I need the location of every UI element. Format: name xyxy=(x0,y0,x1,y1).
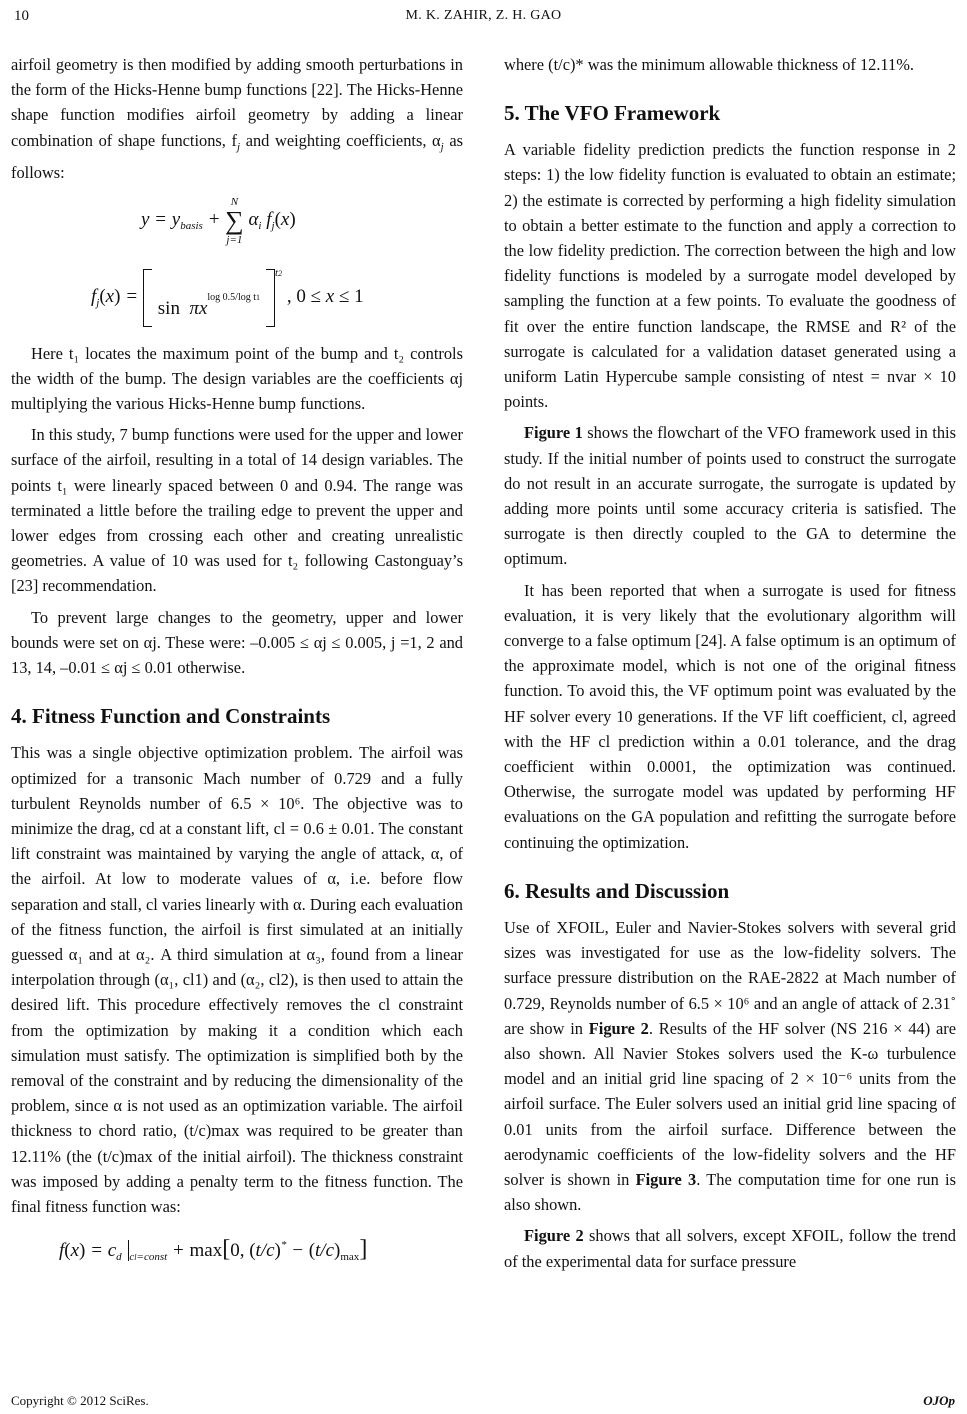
right-column xyxy=(504,52,956,1274)
equation-2: $f_j(x)$ = $\sin \pi x^{log 0.5/log t1t2}$ , 0 ≤ x ≤ 1 xyxy=(11,261,463,327)
journal-footer: OJOp xyxy=(923,1393,955,1408)
paragraph: where (t/c)* was the minimum allowable thickness of 12.11%. xyxy=(504,55,914,74)
paragraph: In this study, 7 bump functions were used for the upper and lower surface of the airfoil, resulting in a total of 14 design variables. The points t₁ were linearly spaced between 0 and 0.94. The range was terminated a little before the trailing edge to prevent the upper and lower edges from crossing each other and creating unrealistic geometries. A value of 10 was used for t₂ following Castonguay’s [23] recommendation. xyxy=(11,425,463,596)
figure-ref[interactable]: Figure 3 xyxy=(635,1169,697,1189)
running-head: M. K. ZAHIR, Z. H. GAO xyxy=(405,8,562,23)
page-number: 10 xyxy=(14,8,29,24)
paragraph: To prevent large changes to the geometry, upper and lower bounds were set on αj. These were: –0.005 ≤ αj ≤ 0.005, j =1, 2 and 13, 14, –0.01 ≤ αj ≤ 0.01 otherwise. xyxy=(11,607,463,678)
equation-3: $f(x) = c_d$ $_{cl=const}$ + max[0, $(t/c)^* - (t/c)_{max}$] xyxy=(59,1236,368,1264)
figure-ref[interactable]: Figure 2 xyxy=(588,1018,649,1038)
figure-ref[interactable]: Figure 1 xyxy=(524,423,583,443)
paragraph: This was a single objective optimization problem. The airfoil was optimized for a transonic Mach number of 0.729 and a fully turbulent Reynolds number of 6.5 × 10⁶. The objective was to minimize the drag, cd at a constant lift, cl = 0.6 ± 0.01. The constant lift constraint was maintained by varying the angle of attack, α, of the airfoil. At low to moderate values of α, i.e. before flow separation and stall, cl varies linearly with α. During each evaluation of the fitness function, the airfoil is first simulated at an initially guessed α₁ and at α₂. A third simulation at α₃, found from a linear interpolation through (α₁, cl1) and (α₂, cl2), is then used to attain the desired lift. This procedure effectively removes the cl constraint from the optimization by making it a condition which each simulation must satisfy. The optimization is simplified both by the removal of the constraint and by reducing the dimensionality of the problem, since α is not used as an optimization variable. The airfoil thickness to chord ratio, (t/c)max was required to be greater than 12.11% (the (t/c)max of the initial airfoil). The thickness constraint was imposed by adding a penalty term to the fitness function. The final fitness function was: xyxy=(11,743,463,1216)
paragraph: Figure 2 shows that all solvers, except XFOIL, follow the trend of the experimental data for surface pressure xyxy=(504,1226,956,1271)
paragraph: Here t₁ locates the maximum point of the bump and t₂ controls the width of the bump. The design variables are the coefficients αj multiplying the various Hicks-Henne bump functions. xyxy=(11,343,463,414)
paragraph: It has been reported that when a surrogate is used for ﬁtness evaluation, it is very likely that the evolutionary algorithm will converge to a false optimum [24]. A false optimum is an optimum of the approximate model, which is not one of the original ﬁtness function. To avoid this, the VF optimum point was evaluated by the HF solver every 10 generations. If the VF lift coefficient, cl, agreed with the HF cl prediction within a 0.01 tolerance, and the drag coefficient within 0.0001, the optimization was continued. Otherwise, the surrogate model was updated by performing HF evaluations on the GA population and refitting the surrogate before continuing the optimization. xyxy=(504,580,956,852)
paragraph: airfoil geometry is then modified by adding smooth perturbations in the form of the Hicks-Henne bump functions [22]. The Hicks-Henne shape function modifies airfoil geometry by adding a linear combination of shape functions, $f_j$ and weighting coefficients, $\alpha_j$ as follows: xyxy=(11,55,464,182)
section-heading: 4. Fitness Function and Constraints xyxy=(11,704,331,729)
paragraph: A variable fidelity prediction predicts the function response in 2 steps: 1) the low fidelity function is evaluated to obtain an estimate; 2) the estimate is corrected by performing a high fidelity simulation to obtain a better estimate to the function and apply a correction to the low fidelity prediction. The correction between the high and low fidelity functions is modeled by a surrogate model developed by sampling the function at a few points. To evaluate the goodness of fit over the entire function landscape, the RMSE and R² of the surrogate is calculated for a validation dataset generated using a uniform Latin Hypercube sample consisting of ntest = nvar × 10 points. xyxy=(504,140,956,412)
copyright-footer: Copyright © 2012 SciRes. xyxy=(11,1393,149,1408)
section-heading: 5. The VFO Framework xyxy=(504,101,721,126)
equation-1: $y = y_{basis}$ + N ∑ j=1 $\alpha_i$ $f_j(x)$ xyxy=(141,196,296,247)
paragraph: Figure 1 shows the flowchart of the VFO framework used in this study. If the initial number of points used to construct the surrogate do not result in an accurate surrogate, the surrogate is updated by adding more points until some accuracy criteria is satisfied. The surrogate is then directly coupled to the GA to determine the optimum. xyxy=(504,423,956,569)
paragraph: Use of XFOIL, Euler and Navier-Stokes solvers with several grid sizes was investigated for use as the low-fidelity solvers. The surface pressure distribution on the RAE-2822 at Mach number of 0.729, Reynolds number of 6.5 × 10⁶ and an angle of attack of 2.31˚ are show in Figure 2. Results of the HF solver (NS 216 × 44) are also shown. All Navier Stokes solvers used the K-ω turbulence model and an initial grid line spacing of 2 × 10⁻⁶ units from the airfoil surface. The Euler solvers used an initial grid line spacing of 0.01 units from the airfoil surface. Difference between the aerodynamic coefficients of the low-fidelity solvers and the HF solver is shown in Figure 3. The computation time for one run is also shown. xyxy=(504,917,956,1215)
left-column xyxy=(11,52,463,1284)
section-heading: 6. Results and Discussion xyxy=(504,878,730,903)
figure-ref[interactable]: Figure 2 xyxy=(524,1226,584,1246)
